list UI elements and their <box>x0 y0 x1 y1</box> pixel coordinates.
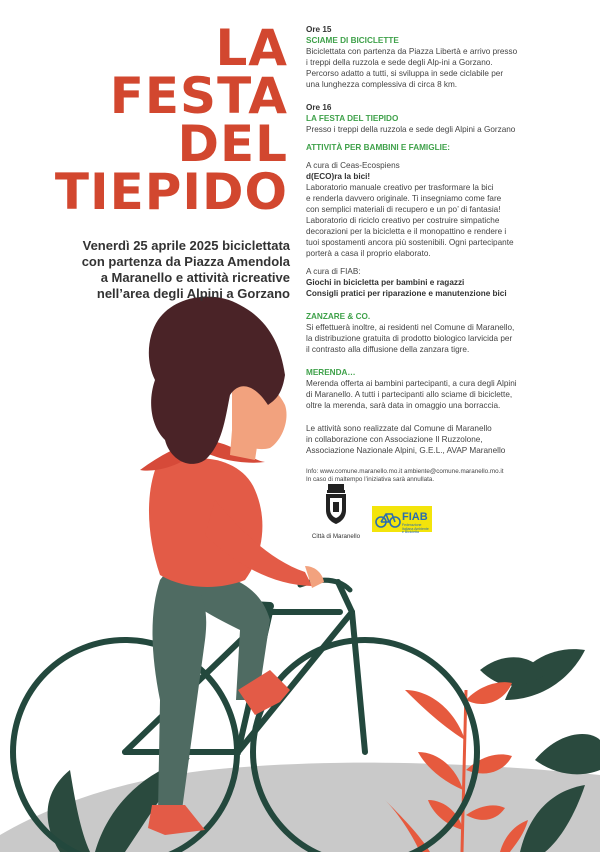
body-line: Laboratorio manuale creativo per trasformare la bici <box>306 183 494 192</box>
coat-of-arms-icon <box>323 484 349 526</box>
body-line: di Maranello. A tutti i partecipanti allo sciame di biciclette, <box>306 390 513 399</box>
body-line: e renderla davvero originale. Ti insegniamo come fare <box>306 194 502 203</box>
section-time: Ore 16 <box>306 103 332 112</box>
fiab-subtitle: Federazione Italiana Ambiente e Bicicletta <box>402 523 429 534</box>
jacket <box>149 458 262 587</box>
title-line: DEL <box>177 115 288 173</box>
title-line: TIEPIDO <box>54 163 288 221</box>
body-line: Laboratorio di riciclo creativo per costruire simpatiche <box>306 216 500 225</box>
logos-area <box>306 484 566 544</box>
subtitle-line: nell’area degli Alpini a Gorzano <box>96 286 290 301</box>
title-line: LA <box>215 19 288 77</box>
section-time: Ore 15 <box>306 25 332 34</box>
body-line: Si effettuerà inoltre, ai residenti nel Comune di Maranello, <box>306 323 515 332</box>
city-logo <box>306 484 366 540</box>
body-line: in collaborazione con Associazione Il Ruzzolone, <box>306 435 483 444</box>
city-name: Città di Maranello <box>311 533 361 540</box>
body-line: tuoi spostamenti ancora più sostenibili. Ogni partecipante <box>306 238 514 247</box>
body-line: il contrasto alla diffusione della zanzara tigre. <box>306 345 470 354</box>
event-subtitle <box>40 238 290 302</box>
body-line: una lunghezza complessiva di circa 8 km. <box>306 80 458 89</box>
section-heading: SCIAME DI BICICLETTE <box>306 36 399 45</box>
bold-line: Consigli pratici per riparazione e manutenzione bici <box>306 289 507 298</box>
body-line: Biciclettata con partenza da Piazza Libertà e arrivo presso <box>306 47 518 56</box>
subtitle-line: con partenza da Piazza Amendola <box>81 254 290 269</box>
bold-line: Giochi in bicicletta per bambini e ragazzi <box>306 278 465 287</box>
body-line: Presso i treppi della ruzzola e sede degli Alpini a Gorzano <box>306 125 516 134</box>
section-heading: ZANZARE & CO. <box>306 312 371 321</box>
section-heading: MERENDA… <box>306 368 356 377</box>
section-heading: ATTIVITÀ PER BAMBINI E FAMIGLIE: <box>306 143 451 152</box>
info-line: In caso di maltempo l’iniziativa sarà annullata. <box>306 476 435 483</box>
info-line: Info: www.comune.maranello.mo.it ambiente@comune.maranello.mo.it <box>306 468 504 475</box>
body-line: i treppi della ruzzola e sede degli Alp-ini a Gorzano. <box>306 58 493 67</box>
main-title <box>54 19 288 221</box>
body-line: A cura di FIAB: <box>306 267 361 276</box>
program-column <box>306 24 581 484</box>
section-heading: LA FESTA DEL TIEPIDO <box>306 114 399 123</box>
body-line: oltre la merenda, sarà data in omaggio una borraccia. <box>306 401 501 410</box>
body-line: Associazione Nazionale Alpini, G.E.L., AVAP Maranello <box>306 446 506 455</box>
bicycle-icon <box>375 510 401 528</box>
body-line: porterà a casa il proprio elaborato. <box>306 249 431 258</box>
body-line: Le attività sono realizzate dal Comune di Maranello <box>306 424 492 433</box>
body-line: con semplici materiali di recupero e un po’ di fantasia! <box>306 205 501 214</box>
subtitle-line: Venerdì 25 aprile 2025 biciclettata <box>82 238 290 253</box>
body-line: decorazioni per la bicicletta e il monopattino e rendere i <box>306 227 507 236</box>
body-line: Merenda offerta ai bambini partecipanti, a cura degli Alpini <box>306 379 517 388</box>
fiab-logo <box>372 506 432 532</box>
subheading: d(ECO)ra la bici! <box>306 172 371 181</box>
title-line: FESTA <box>109 67 288 125</box>
body-line: la distribuzione gratuita di prodotto biologico larvicida per <box>306 334 513 343</box>
fiab-name: FIAB <box>402 511 428 523</box>
body-line: Percorso adatto a tutti, si sviluppa in sede ciclabile per <box>306 69 504 78</box>
body-line: A cura di Ceas-Ecospiens <box>306 161 400 170</box>
subtitle-line: a Maranello e attività ricreative <box>100 270 290 285</box>
